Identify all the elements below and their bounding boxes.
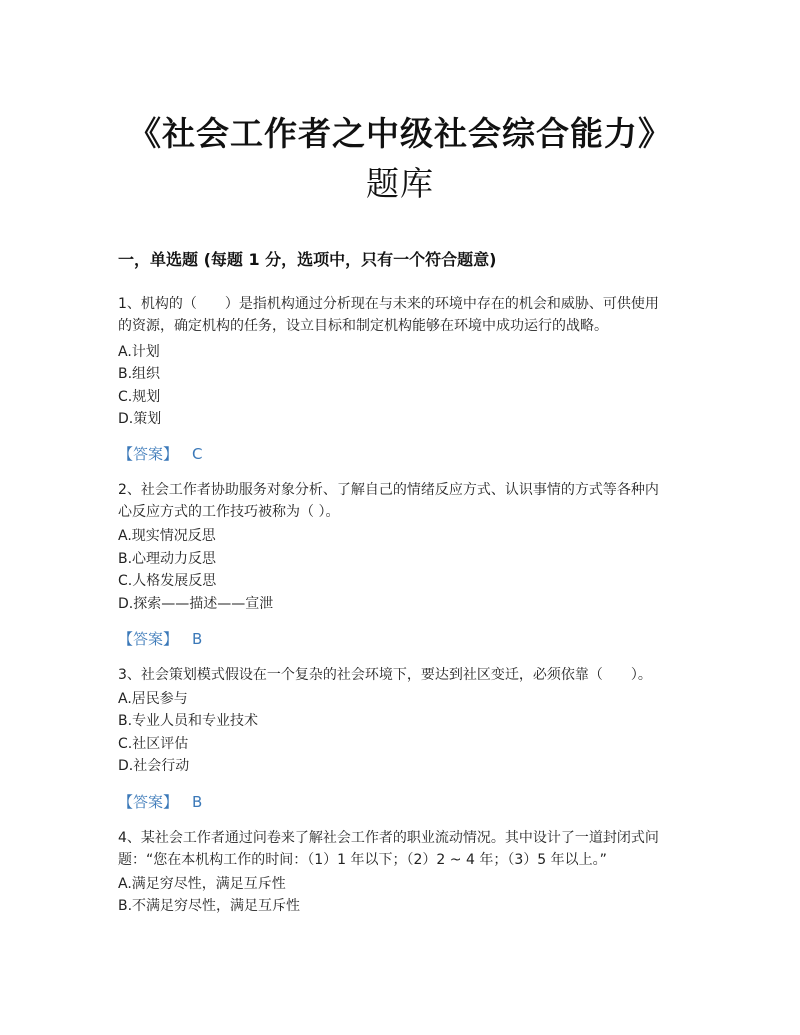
question-2-option-d: D.探索——描述——宣泄: [118, 596, 274, 612]
document-title: 《社会工作者之中级社会综合能力》: [128, 114, 672, 153]
question-stem-line: 心反应方式的工作技巧被称为（ ）。: [118, 504, 340, 520]
question-1-stem: [118, 293, 678, 337]
question-2-option-c: C.人格发展反思: [118, 573, 217, 589]
question-stem-line: 4、某社会工作者通过问卷来了解社会工作者的职业流动情况。其中设计了一道封闭式问: [118, 830, 659, 846]
question-3-stem: [118, 664, 698, 686]
question-1-option-a: A.计划: [118, 344, 160, 360]
question-3-option-a: A.居民参与: [118, 691, 188, 707]
answer-value: B: [192, 793, 203, 811]
answer-label: 【答案】: [118, 445, 179, 463]
question-1-option-c: C.规划: [118, 389, 161, 405]
question-4-option-a: A.满足穷尽性，满足互斥性: [118, 876, 286, 892]
question-1-option-b: B.组织: [118, 366, 161, 382]
question-1-option-d: D.策划: [118, 411, 162, 427]
question-2-stem: [118, 479, 678, 523]
question-3-option-b: B.专业人员和专业技术: [118, 713, 259, 729]
question-3-answer: [118, 791, 202, 812]
section-heading: 一，单选题 (每题 1 分，选项中，只有一个符合题意): [118, 250, 497, 269]
answer-value: C: [192, 445, 203, 463]
question-4-option-b: B.不满足穷尽性，满足互斥性: [118, 898, 301, 914]
question-4-stem: [118, 827, 678, 871]
question-stem-line: 1、机构的（ ）是指机构通过分析现在与未来的环境中存在的机会和威胁、可供使用: [118, 296, 659, 312]
question-stem-line: 题：“您在本机构工作的时间：（1）1 年以下；（2）2 ~ 4 年；（3）5 年以上。”: [118, 852, 607, 868]
answer-label: 【答案】: [118, 630, 179, 648]
question-3-option-d: D.社会行动: [118, 758, 190, 774]
question-stem-line: 2、社会工作者协助服务对象分析、了解自己的情绪反应方式、认识事情的方式等各种内: [118, 482, 659, 498]
answer-value: B: [192, 630, 203, 648]
question-3-option-c: C.社区评估: [118, 736, 189, 752]
document-subtitle: 题库: [366, 164, 434, 203]
answer-label: 【答案】: [118, 793, 179, 811]
question-2-option-a: A.现实情况反思: [118, 528, 216, 544]
question-stem-line: 3、社会策划模式假设在一个复杂的社会环境下，要达到社区变迁，必须依靠（ ）。: [118, 667, 652, 683]
question-2-option-b: B.心理动力反思: [118, 551, 217, 567]
question-1-answer: [118, 443, 203, 464]
question-stem-line: 的资源，确定机构的任务，设立目标和制定机构能够在环境中成功运行的战略。: [118, 318, 608, 334]
question-2-answer: [118, 628, 202, 649]
